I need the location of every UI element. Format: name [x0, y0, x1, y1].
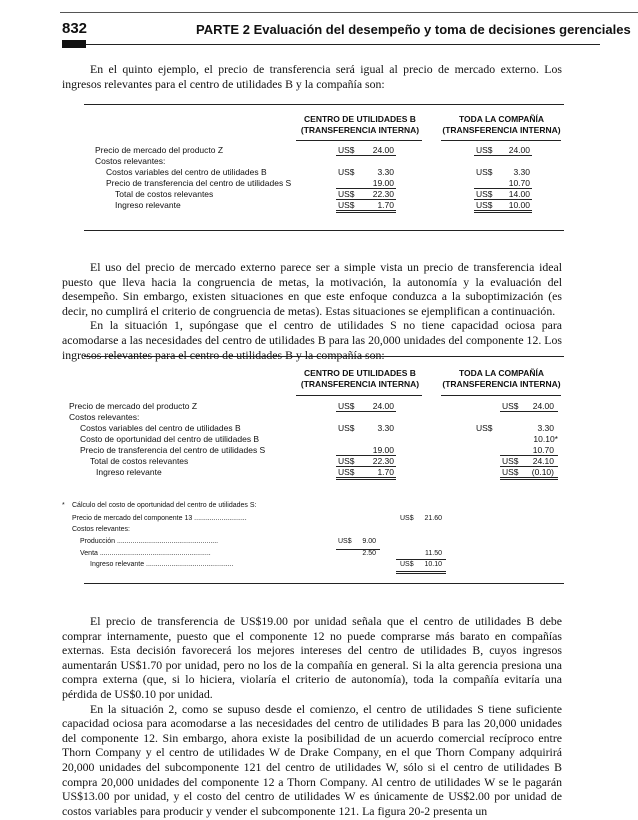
cell-currency: US$ [338, 145, 355, 155]
col-head-company [434, 114, 569, 136]
table-2 [62, 356, 564, 588]
body-section-2 [62, 614, 562, 818]
footnote-line [80, 550, 564, 561]
footnote-title-row [62, 502, 564, 513]
cell-value: 19.00 [372, 178, 394, 188]
footnote-label: Venta ......................................................... [80, 550, 211, 557]
cell-value: 24.10 [532, 456, 554, 466]
cell-currency: US$ [476, 423, 493, 433]
footnote-currency: US$ [400, 515, 414, 522]
cell-value: (0.10) [531, 467, 554, 477]
footnote-value: 2.50 [362, 550, 376, 557]
footnote-value: 10.10 [424, 561, 442, 568]
cell-value: 19.00 [372, 445, 394, 455]
table-row [84, 456, 564, 467]
col-head-line: (TRANSFERENCIA INTERNA) [442, 379, 561, 389]
row-label: Total de costos relevantes [115, 189, 214, 199]
row-label: Costos relevantes: [95, 156, 166, 166]
col-head-line: CENTRO DE UTILIDADES B [304, 368, 416, 378]
row-label: Costos relevantes: [69, 412, 140, 422]
table-row [84, 167, 564, 178]
top-rule [60, 12, 638, 13]
row-label: Ingreso relevante [115, 200, 181, 210]
cell-value: 22.30 [372, 456, 394, 466]
cell-double-underline [336, 212, 396, 213]
table-row [84, 156, 564, 167]
table-row [69, 401, 564, 412]
col-rule [441, 140, 561, 141]
intro-paragraph [62, 62, 562, 91]
table-row [80, 423, 564, 434]
cell-currency: US$ [338, 456, 355, 466]
cell-value: 3.30 [537, 423, 554, 433]
row-label: Precio de transferencia del centro de utilidades S [80, 445, 266, 455]
cell-value: 3.30 [513, 167, 530, 177]
body-paragraph: El precio de transferencia de US$19.00 por unidad señala que el centro de utilidades B debe comprar internamente, puesto que el componente 12 no puede comprarse más barato en compañías externas. Esta decisión favorecerá los mejores intereses del centro de utilidades B, cuyos ingresos aumentarán US$1.70 por unidad, pero no los de la compañía en general. Si la alta gerencia presiona una compra externa (que, si lo hiciera, violaría el criterio de autonomía), toda la compañía evitaría una pérdida de US$0.10 por unidad. [62, 614, 562, 701]
cell-currency: US$ [338, 423, 355, 433]
col-head-line: (TRANSFERENCIA INTERNA) [300, 125, 420, 135]
footnote-label: Producción .................................................... [80, 538, 219, 545]
footnote-title: Cálculo del costo de oportunidad del centro de utilidades S: [72, 502, 257, 509]
footnote-line [84, 561, 564, 572]
part-label: PARTE 2 [196, 22, 250, 37]
cell-value: 14.00 [508, 189, 530, 199]
table-row [69, 412, 564, 423]
cell-currency: US$ [502, 467, 519, 477]
table-top-rule [84, 104, 564, 105]
col-rule [441, 395, 561, 396]
col-head-line: TODA LA COMPAÑÍA [459, 368, 544, 378]
page-number: 832 [62, 20, 88, 37]
footnote-value: 11.50 [425, 550, 442, 557]
footnote-marker: * [62, 502, 65, 509]
cell-double-underline [474, 210, 532, 211]
cell-value: 3.30 [377, 423, 394, 433]
intro-text: En el quinto ejemplo, el precio de transferencia será igual al precio de mercado externo. Los ingresos relevantes para el centro de utilidades B y la compañía son: [62, 62, 562, 91]
cell-double-underline [500, 479, 558, 480]
footnote-label: Costos relevantes: [72, 526, 130, 533]
cell-double-underline [396, 571, 446, 572]
row-label: Precio de mercado del producto Z [95, 145, 224, 155]
col-head-profit-center [290, 114, 430, 136]
cell-value: 24.00 [372, 145, 394, 155]
table-top-rule [84, 356, 564, 357]
header-rule [62, 44, 600, 45]
body-paragraph: En la situación 1, supóngase que el centro de utilidades S no tiene capacidad ociosa para acomodarse a las necesidades del centro de utilidades B para las 20,000 unidades del componente 12. Los ingresos relevantes para el centro de utilidades B y la compañía son: [62, 318, 562, 362]
cell-currency: US$ [338, 401, 355, 411]
col-rule [296, 395, 422, 396]
row-label: Costos variables del centro de utilidades B [106, 167, 267, 177]
cell-double-underline [336, 477, 396, 478]
cell-currency: US$ [476, 189, 493, 199]
footnote-currency: US$ [400, 561, 414, 568]
footnote-value: 21.60 [424, 515, 442, 522]
part-title: Evaluación del desempeño y toma de decisiones gerenciales [253, 22, 631, 37]
cell-value: 24.00 [532, 401, 554, 411]
cell-value: 3.30 [377, 167, 394, 177]
footnote-line [72, 515, 564, 526]
table-row [84, 467, 564, 478]
table-row [80, 445, 564, 456]
cell-value: 22.30 [372, 189, 394, 199]
cell-underline [336, 549, 380, 550]
footnote-currency: US$ [338, 538, 352, 545]
cell-currency: US$ [338, 189, 355, 199]
col-head-company [434, 368, 569, 390]
cell-currency: US$ [502, 456, 519, 466]
table-bottom-rule [84, 230, 564, 231]
col-head-profit-center [290, 368, 430, 390]
footnote-label: Precio de mercado del componente 13 ........................... [72, 515, 247, 522]
header-block [62, 40, 86, 48]
row-label: Precio de transferencia del centro de utilidades S [106, 178, 292, 188]
footnote-line [72, 526, 564, 537]
row-label: Precio de mercado del producto Z [69, 401, 198, 411]
footnote-value: 9.00 [362, 538, 376, 545]
cell-double-underline [336, 479, 396, 480]
cell-value: 10.70 [532, 445, 554, 455]
col-head-line: TODA LA COMPAÑÍA [459, 114, 544, 124]
body-paragraph: El uso del precio de mercado externo parece ser a simple vista un precio de transferencia ideal puesto que lleva hacia la congruencia de metas, la motivación, la autonomía y la evaluación del desempeño. Sin embargo, existen situaciones en que este enfoque conduzca a la suboptimización (es decir, no cumplirá el criterio de congruencia de metas). Estas situaciones se ejemplifican a continuación. [62, 260, 562, 318]
col-head-line: (TRANSFERENCIA INTERNA) [300, 379, 420, 389]
row-label: Total de costos relevantes [90, 456, 189, 466]
cell-value: 24.00 [508, 145, 530, 155]
footnote-label: Ingreso relevante ............................................. [90, 561, 234, 568]
cell-value: 10.00 [508, 200, 530, 210]
body-paragraph: En la situación 2, como se supuso desde el comienzo, el centro de utilidades S tiene suficiente capacidad ociosa para acomodarse a las necesidades del centro de utilidades B para las 20,000 unidades del componente 12. Sin embargo, ahora existe la posibilidad de un acuerdo comercial recíproco entre Thorn Company y el centro de utilidades W de Drake Company, en el que Thorn Company adquirirá 20,000 unidades del subcomponente 121 del centro de utilidades W, sólo si el centro de utilidades B compra 20,000 unidades del componente 12 a Thorn Company. Al centro de utilidades W se le pagarán US$13.00 por unidad, y el costo del centro de utilidades W es únicamente de US$2.00 por unidad de costos variables para producir y vender el subcomponente 121. La figura 20-2 presenta un [62, 701, 562, 818]
table-row [80, 434, 564, 445]
table-bottom-rule [84, 583, 564, 584]
footnote-line [80, 538, 564, 549]
cell-double-underline [474, 212, 532, 213]
running-head [196, 22, 631, 37]
cell-underline [396, 559, 446, 560]
cell-currency: US$ [338, 200, 355, 210]
table-1 [84, 104, 564, 232]
cell-value: 1.70 [377, 467, 394, 477]
cell-double-underline [336, 210, 396, 211]
col-rule [296, 140, 422, 141]
cell-value: 10.70 [508, 178, 530, 188]
cell-double-underline [396, 573, 446, 574]
col-head-line: (TRANSFERENCIA INTERNA) [442, 125, 561, 135]
cell-double-underline [500, 477, 558, 478]
row-label: Costo de oportunidad del centro de utilidades B [80, 434, 260, 444]
cell-currency: US$ [476, 167, 493, 177]
col-head-line: CENTRO DE UTILIDADES B [304, 114, 416, 124]
cell-value: 24.00 [372, 401, 394, 411]
cell-currency: US$ [502, 401, 519, 411]
body-section-1 [62, 260, 562, 362]
cell-value: 1.70 [377, 200, 394, 210]
row-label: Costos variables del centro de utilidades B [80, 423, 241, 433]
row-label: Ingreso relevante [96, 467, 162, 477]
cell-currency: US$ [338, 467, 355, 477]
cell-currency: US$ [338, 167, 355, 177]
cell-currency: US$ [476, 200, 493, 210]
cell-value: 10.10* [533, 434, 558, 444]
cell-currency: US$ [476, 145, 493, 155]
